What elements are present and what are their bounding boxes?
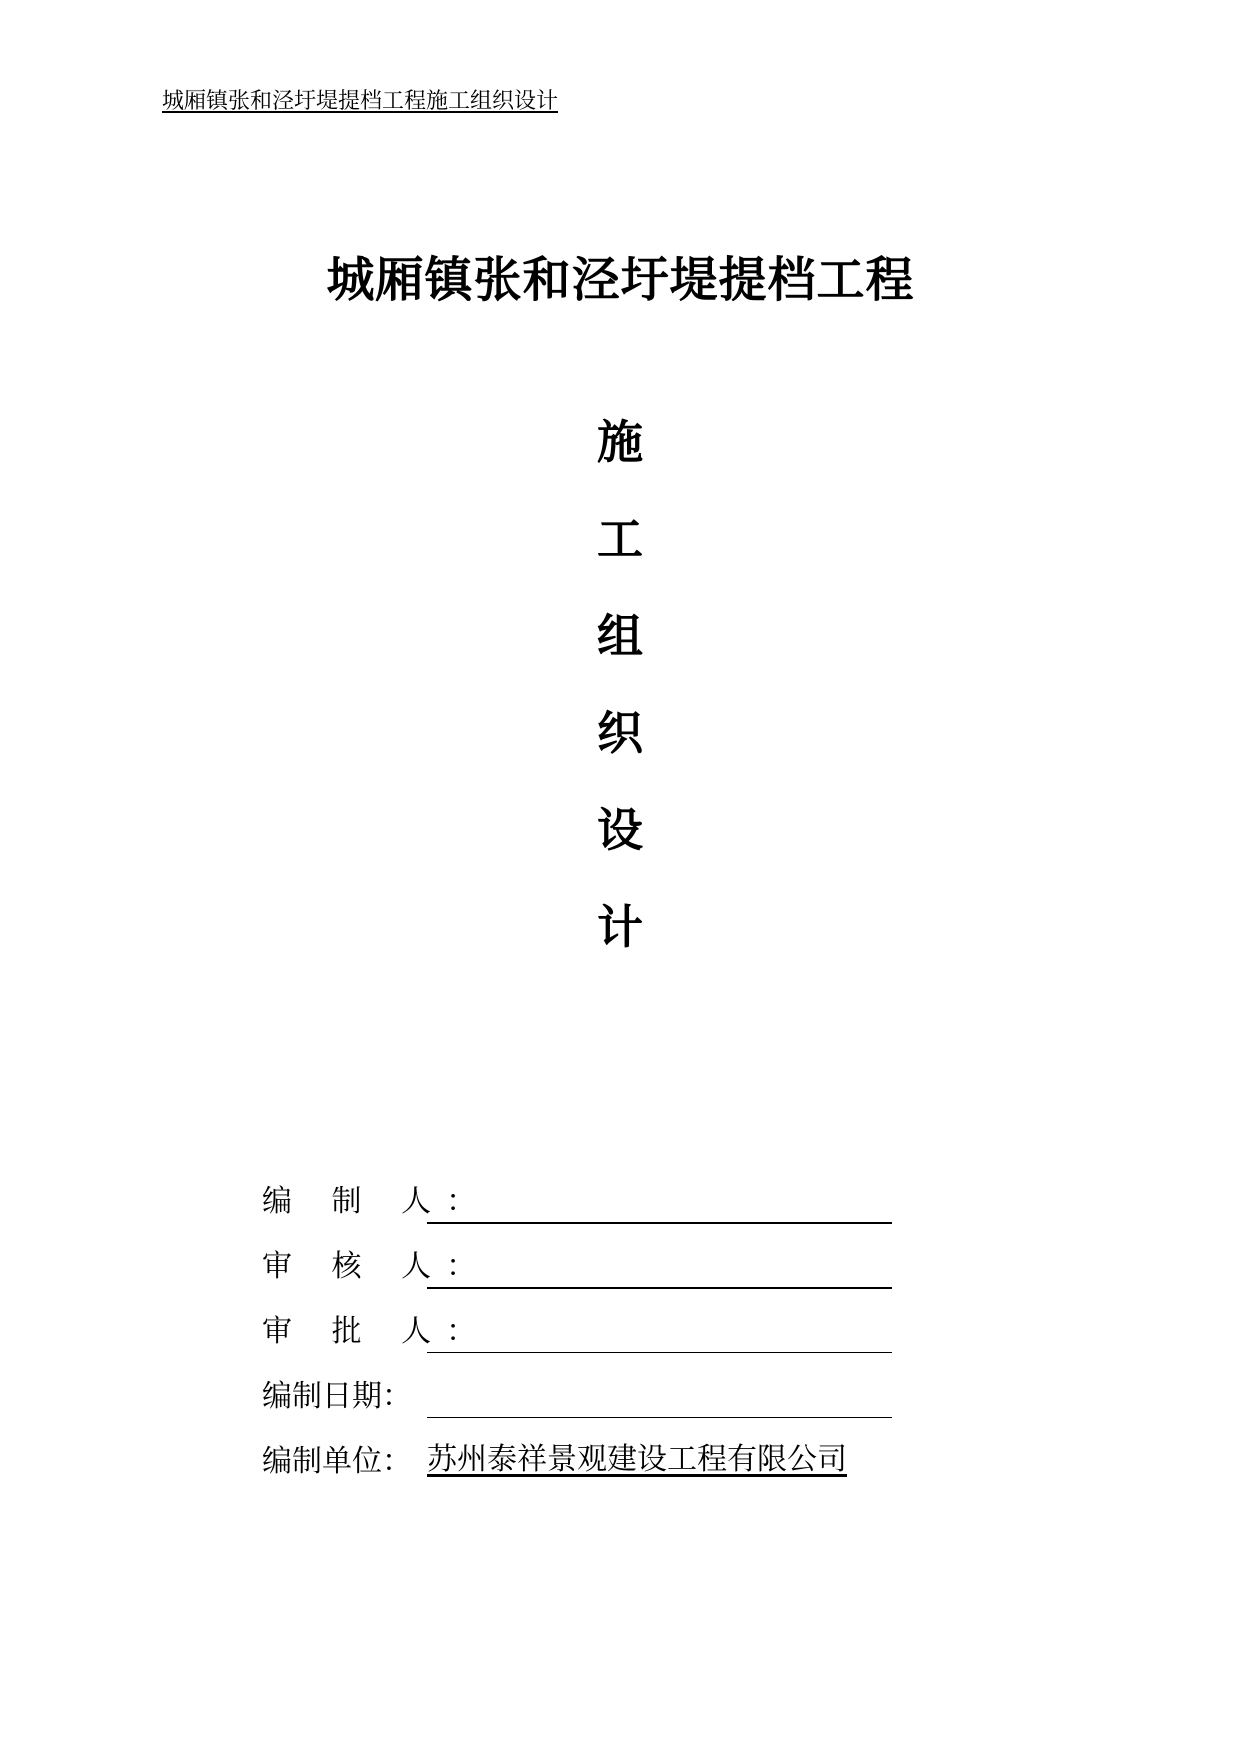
subtitle-char: 工: [597, 512, 643, 566]
signoff-row-date: [262, 1371, 902, 1436]
page-header: 城厢镇张和泾圩堤提档工程施工组织设计: [162, 89, 559, 114]
document-title: 城厢镇张和泾圩堤提档工程: [326, 252, 915, 308]
unit-label: 编制单位：: [262, 1444, 412, 1479]
document-subtitle-vertical: [570, 412, 670, 994]
reviewer-signature-line: [427, 1287, 892, 1289]
compiler-signature-line: [427, 1222, 892, 1224]
reviewer-label: 审 核 人：: [262, 1249, 492, 1284]
date-line: [427, 1417, 892, 1418]
signoff-block: [262, 1176, 902, 1501]
date-label: 编制日期：: [262, 1379, 412, 1414]
approver-signature-line: [427, 1352, 892, 1353]
subtitle-char: 计: [597, 900, 643, 954]
signoff-row-approver: [262, 1306, 902, 1371]
unit-value: 苏州泰祥景观建设工程有限公司: [427, 1442, 847, 1477]
compiler-label: 编 制 人：: [262, 1184, 492, 1219]
subtitle-char: 织: [597, 706, 643, 760]
approver-label: 审 批 人：: [262, 1314, 492, 1349]
signoff-row-compiler: [262, 1176, 902, 1241]
signoff-row-reviewer: [262, 1241, 902, 1306]
subtitle-char: 组: [597, 609, 643, 663]
subtitle-char: 设: [597, 803, 643, 857]
subtitle-char: 施: [597, 415, 643, 469]
signoff-row-unit: [262, 1436, 902, 1501]
